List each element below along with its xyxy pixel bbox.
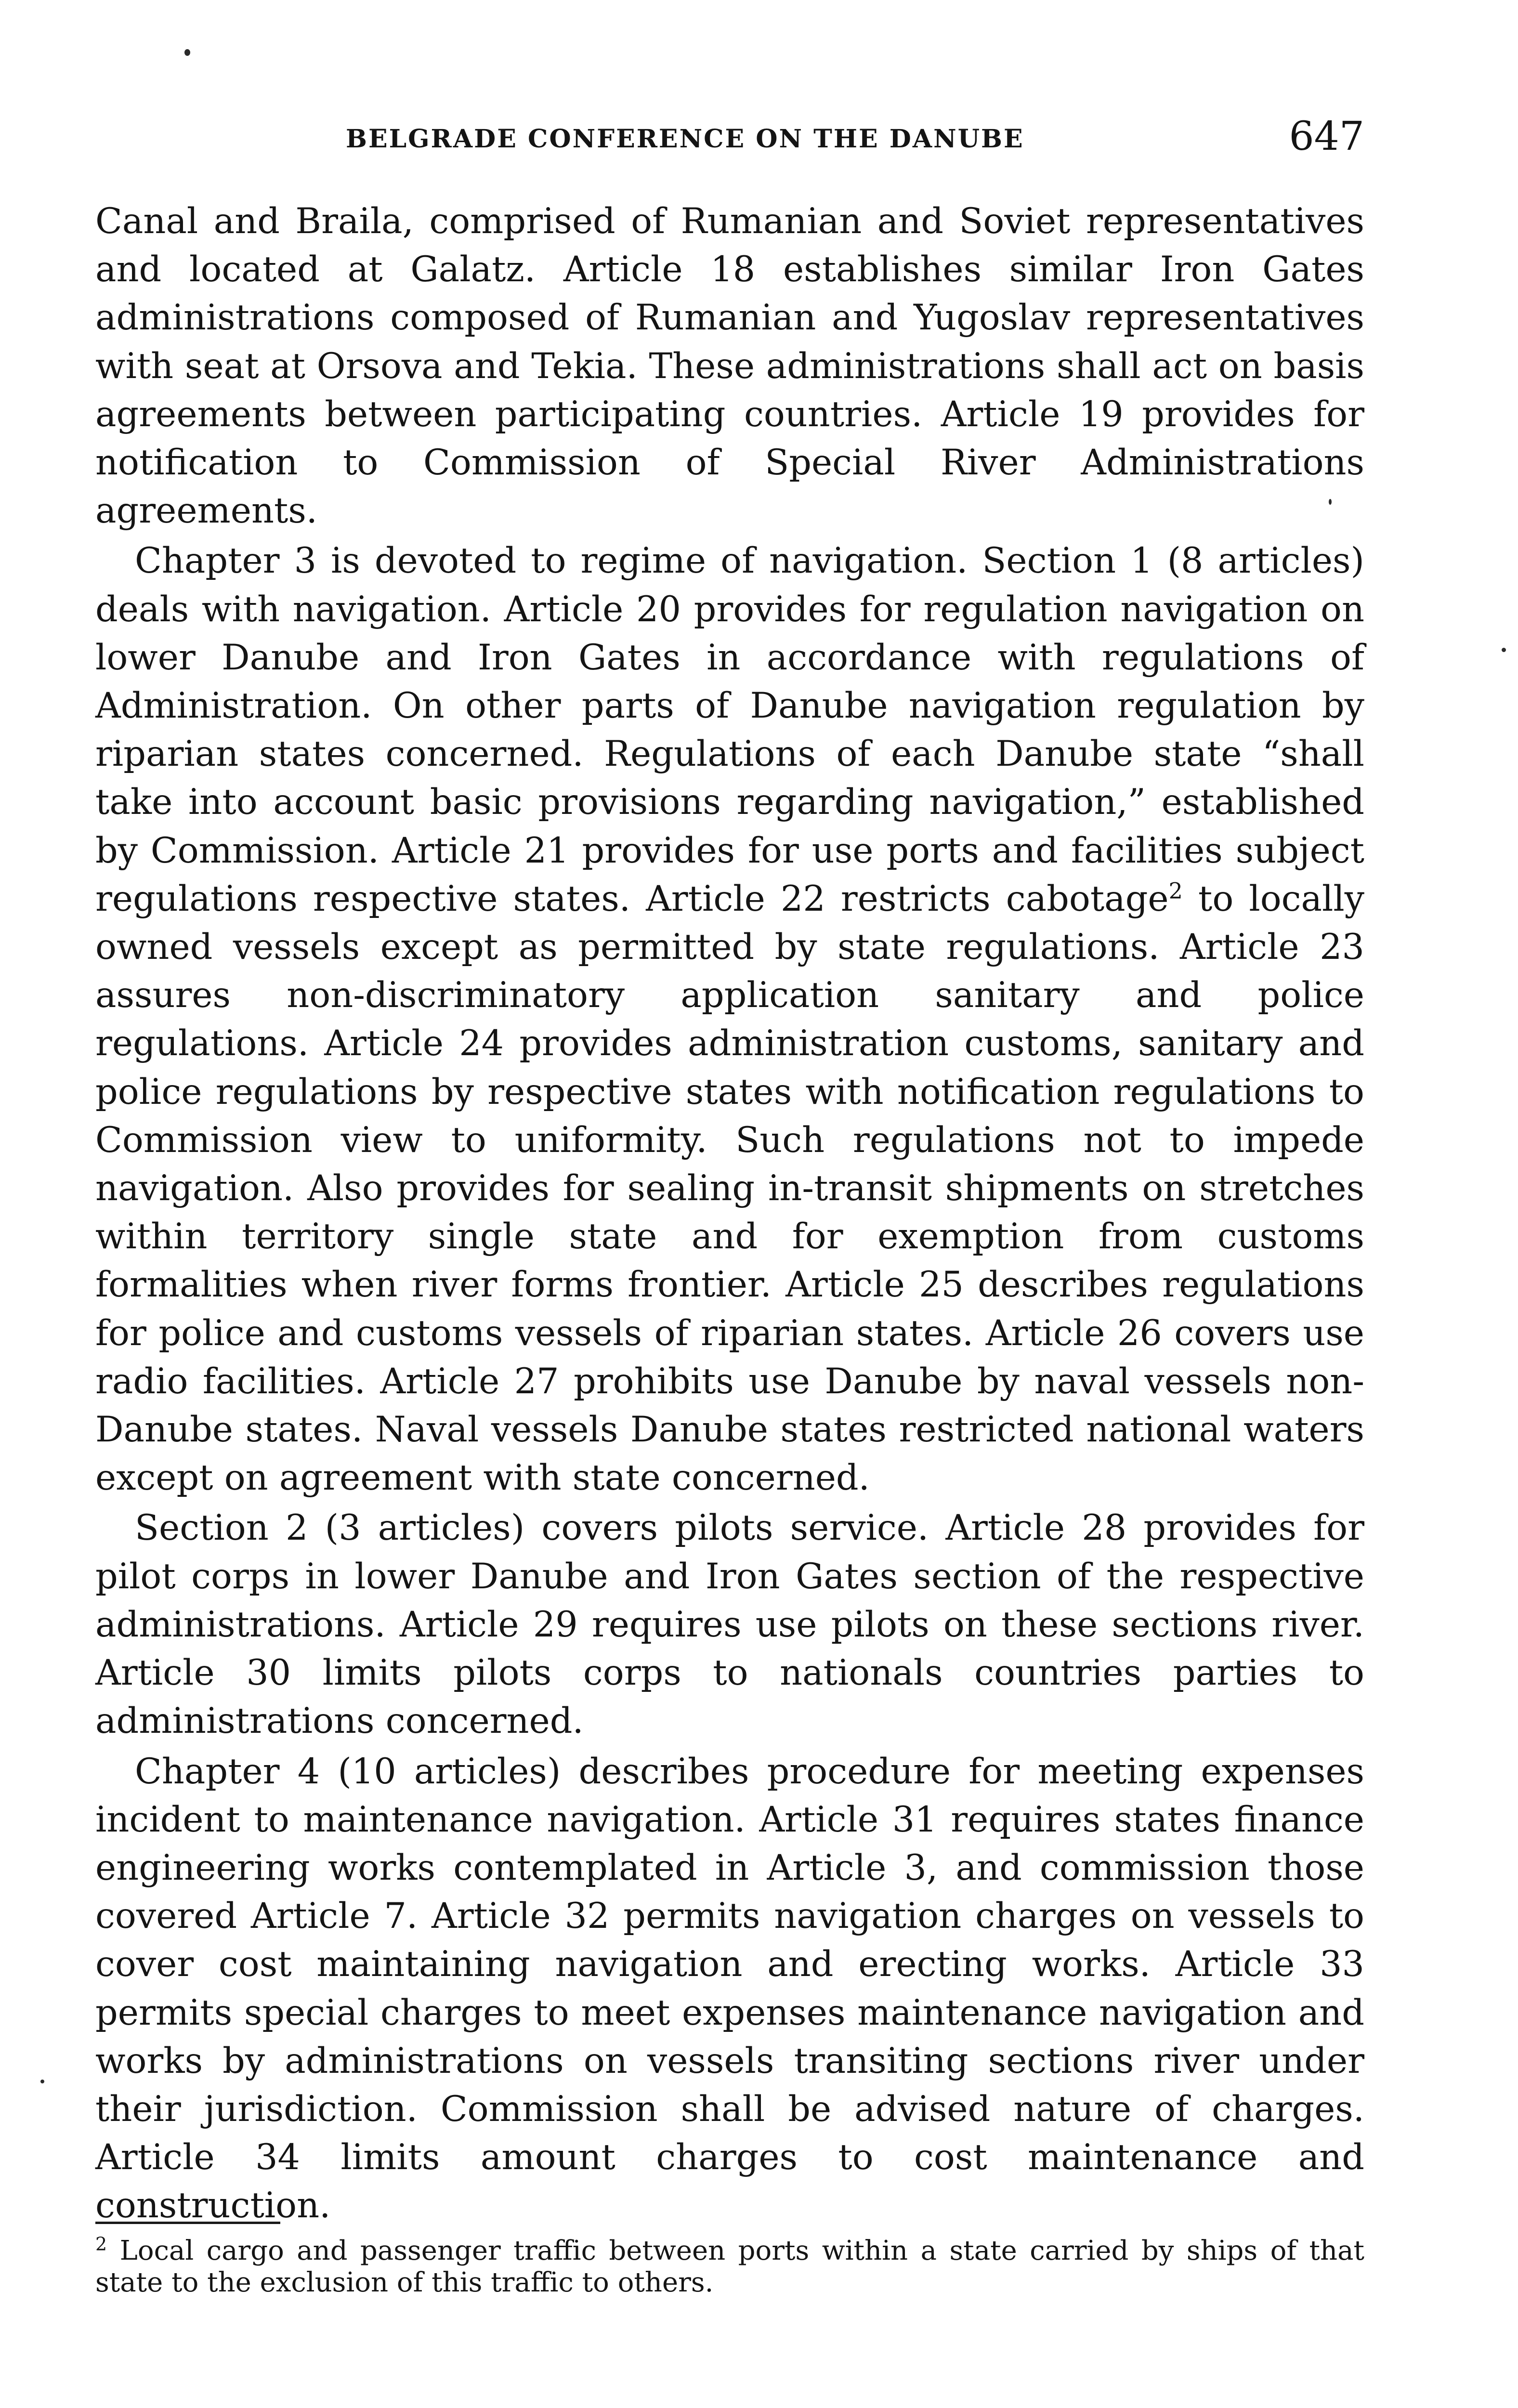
scan-speck — [1502, 648, 1506, 652]
footnote-text: Local cargo and passenger traffic between ports within a state carried by ships of that state to the exclusion of this traffic to others. — [95, 2235, 1364, 2298]
scan-speck — [40, 2080, 44, 2083]
paragraph-1: Canal and Braila, comprised of Rumanian and Soviet representatives and located at Galatz. Article 18 establishes similar Iron Gates administrations composed of Rumanian and Yugoslav representatives with seat at Orsova and Tekia. These administrations shall act on basis agreements between participating countries. Article 19 provides for notification to Commission of Special River Administrations agreements. — [95, 201, 1364, 532]
footnote — [95, 2235, 1364, 2299]
footnote-divider — [95, 2222, 280, 2224]
page-header — [95, 114, 1364, 167]
paragraph-2: Chapter 3 is devoted to regime of navigation. Section 1 (8 articles) deals with navigation. Article 20 provides for regulation navigation on lower Danube and Iron Gates in accordance with regulations of Administration. On other parts of Danube navigation regulation by riparian states concerned. Regulations of each Danube state “shall take into account basic provisions regarding navigation,” established by Commission. Article 21 provides for use ports and facilities subject regulations respective states. Article 22 restricts cabotage$^2$ to locally owned vessels except as permitted by state regulations. Article 23 assures non-discriminatory application sanitary and police regulations. Article 24 provides administration customs, sanitary and police regulations by respective states with notification regulations to Commission view to uniformity. Such regulations not to impede navigation. Also provides for sealing in-transit shipments on stretches within territory single state and for exemption from customs formalities when river forms frontier. Article 25 describes regulations for police and customs vessels of riparian states. Article 26 covers use radio facilities. Article 27 prohibits use Danube by naval vessels non-Danube states. Naval vessels Danube states restricted national waters except on agreement with state concerned. — [95, 540, 1364, 1499]
scan-speck — [1329, 499, 1332, 505]
paragraph-3: Section 2 (3 articles) covers pilots service. Article 28 provides for pilot corps in lower Danube and Iron Gates section of the respective administrations. Article 29 requires use pilots on these sections river. Article 30 limits pilots corps to nationals countries parties to administrations concerned. — [95, 1507, 1364, 1742]
running-head: BELGRADE CONFERENCE ON THE DANUBE — [346, 124, 1024, 154]
scan-speck — [184, 49, 190, 56]
page-number: 647 — [1289, 114, 1364, 159]
paragraph-4: Chapter 4 (10 articles) describes procedure for meeting expenses incident to maintenance navigation. Article 31 requires states finance engineering works contemplated in Article 3, and commission those covered Article 7. Article 32 permits navigation charges on vessels to cover cost maintaining navigation and erecting works. Article 33 permits special charges to meet expenses maintenance navigation and works by administrations on vessels transiting sections river under their jurisdiction. Commission shall be advised nature of charges. Article 34 limits amount charges to cost maintenance and construction. — [95, 1751, 1364, 2226]
footnote-reference: 2 — [1168, 877, 1183, 904]
body-text — [95, 197, 1364, 2232]
footnote-marker: 2 — [95, 2233, 107, 2255]
